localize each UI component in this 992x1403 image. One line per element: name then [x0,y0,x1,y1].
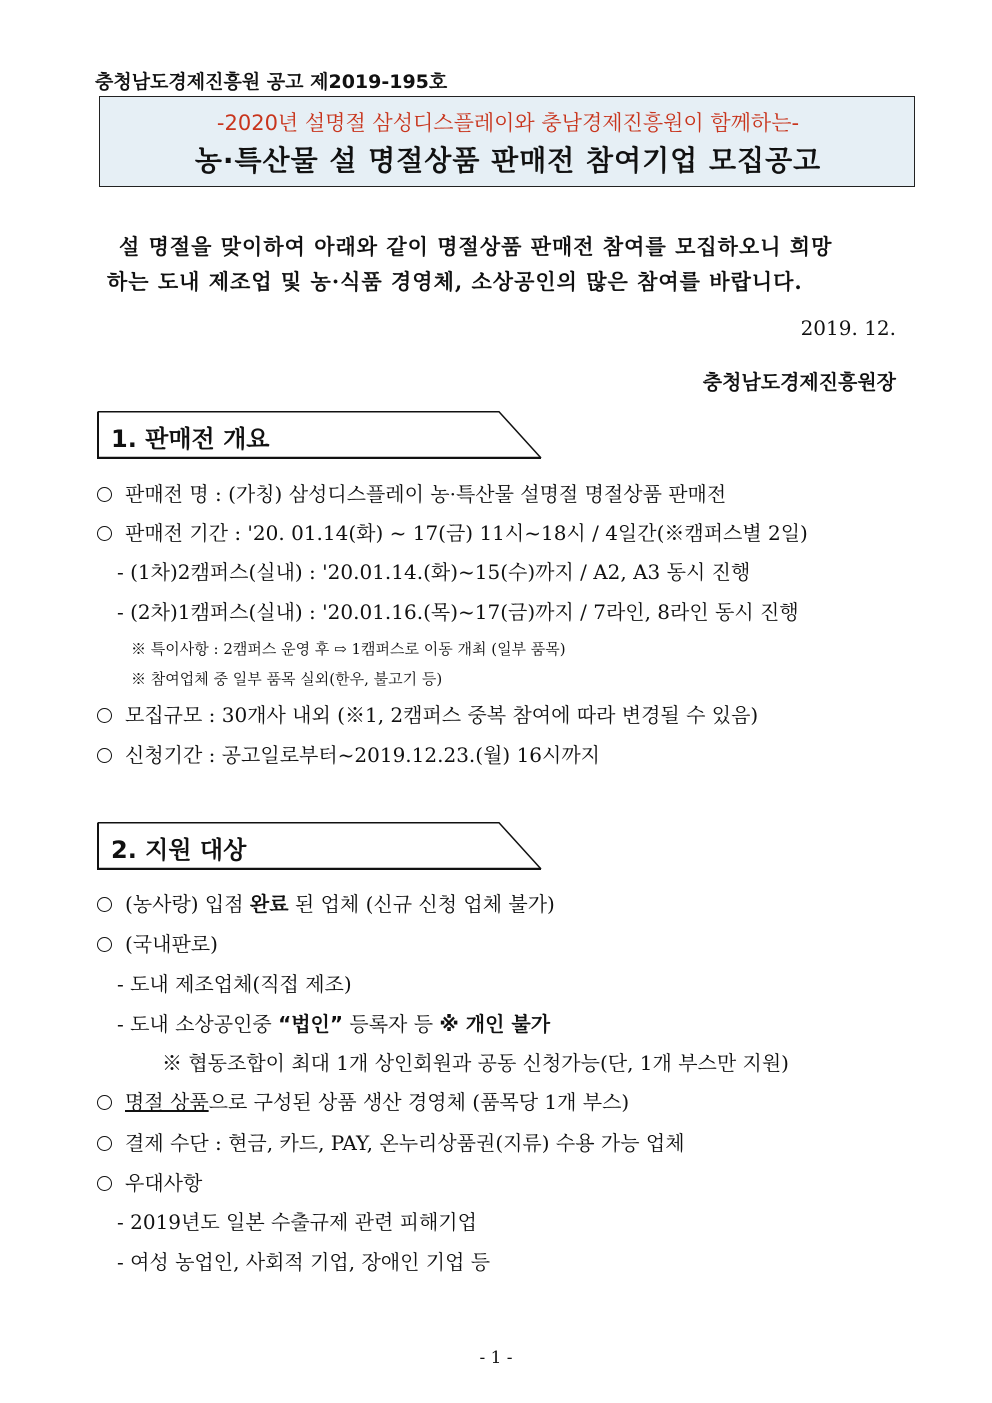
intro-line-2: 하는 도내 제조업 및 농·식품 경영체, 소상공인의 많은 참여를 바랍니다. [107,269,803,294]
holiday-goods-text: 으로 구성된 상품 생산 경영체 (품목당 1개 부스) [208,1090,630,1114]
circle-bullet-icon [97,526,112,541]
section-1-title: 1. 판매전 개요 [111,425,270,453]
list-item-domestic [97,928,218,957]
domestic-sub-item-2 [117,1008,550,1037]
individual-not-allowed: ※ 개인 불가 [439,1012,551,1036]
title-box [99,96,915,187]
page-title: 농·특산물 설 명절상품 판매전 참여기업 모집공고 [194,144,822,177]
special-note-2: ※ 참여업체 중 일부 품목 실외(한우, 불고기 등) [131,670,443,688]
corporation-text: “법인” [278,1012,344,1036]
preference-text: 우대사항 [125,1171,203,1195]
cooperative-note: ※ 협동조합이 최대 1개 상인회원과 공동 신청가능(단, 1개 부스만 지원) [162,1051,789,1075]
domestic-sub2-text-a: - 도내 소상공인중 [117,1012,279,1036]
domestic-sub2-text-b: 등록자 등 [343,1012,440,1036]
circle-bullet-icon [97,1095,112,1110]
notice-date: 2019. 12. [800,316,896,340]
page-number: - 1 - [479,1348,513,1368]
domestic-text: (국내판로) [125,932,218,956]
sale-period-text: 판매전 기간 : '20. 01.14(화) ~ 17(금) 11시~18시 / 4일간(※캠퍼스별 2일) [125,521,808,545]
preference-sub-item-1: - 2019년도 일본 수출규제 관련 피해기업 [117,1210,477,1234]
section-1-header [97,411,542,459]
period-sub-item-1: - (1차)2캠퍼스(실내) : '20.01.14.(화)~15(수)까지 / A2, A3 동시 진행 [117,560,751,584]
special-note-1: ※ 특이사항 : 2캠퍼스 운영 후 ⇨ 1캠퍼스로 이동 개최 (일부 품목) [131,640,566,658]
section-2-header [97,822,542,870]
list-item-holiday-goods [97,1086,629,1115]
circle-bullet-icon [97,897,112,912]
list-item-preference [97,1167,202,1196]
nongsarang-completed: 완료 [249,892,289,916]
payment-text: 결제 수단 : 현금, 카드, PAY, 온누리상품권(지류) 수용 가능 업체 [125,1131,685,1155]
nongsarang-text-a: (농사랑) 입점 [125,892,250,916]
nongsarang-text-b: 된 업체 (신규 신청 업체 불가) [288,892,555,916]
circle-bullet-icon [97,1176,112,1191]
issuer-name: 충청남도경제진흥원장 [702,370,896,394]
list-item-apply-period [97,739,600,768]
sale-name-text: 판매전 명 : (가칭) 삼성디스플레이 농·특산물 설명절 명절상품 판매전 [125,482,727,506]
scale-text: 모집규모 : 30개사 내외 (※1, 2캠퍼스 중복 참여에 따라 변경될 수 있음) [125,703,759,727]
list-item-scale [97,699,758,728]
circle-bullet-icon [97,1136,112,1151]
preference-sub-item-2: - 여성 농업인, 사회적 기업, 장애인 기업 등 [117,1250,491,1274]
list-item-sale-period [97,517,808,546]
list-item-payment [97,1127,685,1156]
domestic-sub-item-1: - 도내 제조업체(직접 제조) [117,972,352,996]
apply-period-text: 신청기간 : 공고일로부터~2019.12.23.(월) 16시까지 [125,743,600,767]
circle-bullet-icon [97,708,112,723]
title-subtitle: -2020년 설명절 삼성디스플레이와 충남경제진흥원이 함께하는- [216,111,800,135]
list-item-nongsarang [97,888,555,917]
circle-bullet-icon [97,748,112,763]
list-item-sale-name [97,478,726,507]
intro-line-1: 설 명절을 맞이하여 아래와 같이 명절상품 판매전 참여를 모집하오니 희망 [119,234,833,259]
circle-bullet-icon [97,937,112,952]
circle-bullet-icon [97,487,112,502]
notice-number: 충청남도경제진흥원 공고 제2019-195호 [95,71,448,93]
holiday-goods-underlined: 명절 상품 [125,1090,209,1114]
period-sub-item-2: - (2차)1캠퍼스(실내) : '20.01.16.(목)~17(금)까지 / 7라인, 8라인 동시 진행 [117,600,799,624]
section-2-title: 2. 지원 대상 [111,836,247,864]
